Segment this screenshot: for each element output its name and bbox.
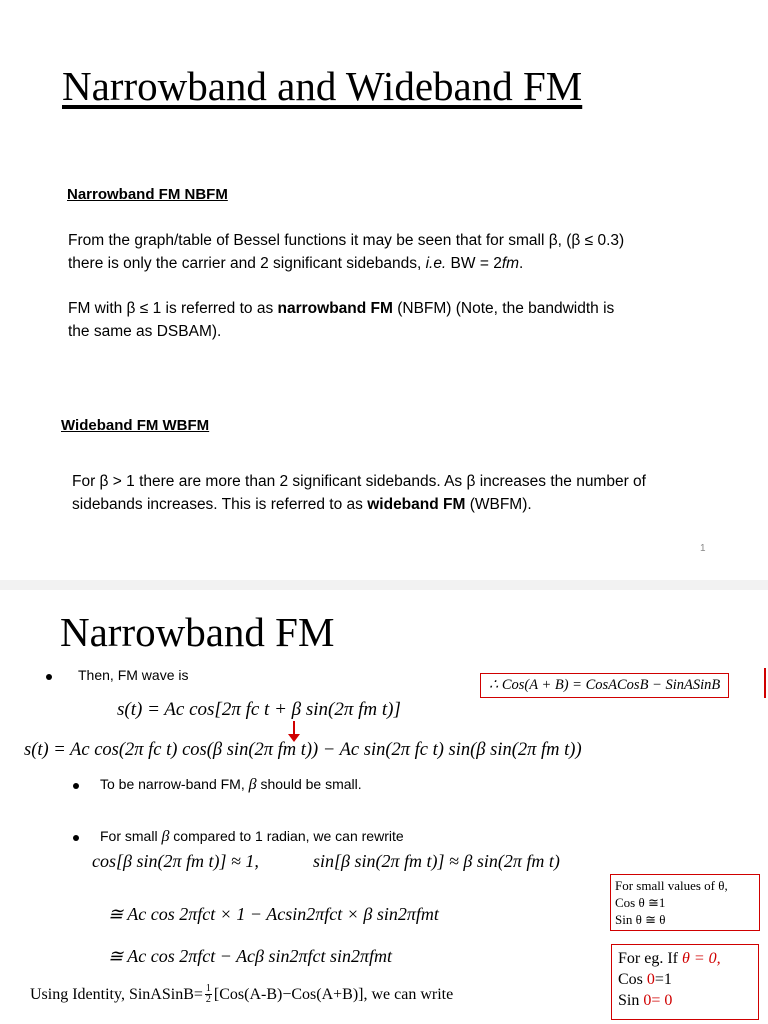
equation-1: s(t) = Ac cos[2π fc t + β sin(2π fm t)] — [117, 699, 401, 720]
nbfm-paragraph-2 — [68, 297, 614, 343]
equation-3: ≅ Ac cos 2πfct × 1 − Acsin2πfct × β sin2πfmt — [108, 904, 439, 924]
identity-box-edge — [764, 668, 766, 698]
equation-4: ≅ Ac cos 2πfct − Acβ sin2πfct sin2πfmt — [108, 946, 393, 966]
slide-divider — [0, 580, 768, 590]
wbfm-heading: Wideband FM WBFM — [61, 417, 210, 434]
slide-1-title: Narrowband and Wideband FM — [62, 63, 583, 109]
example-box-line-1: For eg. If θ = 0, — [618, 950, 721, 967]
nbfm-heading: Narrowband FM NBFM — [67, 186, 228, 203]
bullet-dot-icon — [46, 674, 52, 680]
bullet-dot-icon — [73, 835, 79, 841]
bullet-1: Then, FM wave is — [78, 667, 189, 683]
example-box — [611, 944, 759, 1020]
small-values-box — [610, 874, 760, 931]
small-box-line-3: Sin θ ≅ θ — [615, 912, 666, 927]
slide-2 — [0, 590, 768, 1024]
nbfm-p1-line-1: From the graph/table of Bessel functions it may be seen that for small β, (β ≤ 0.3) — [68, 232, 625, 249]
bullet-3: For small β compared to 1 radian, we can rewrite — [100, 828, 404, 845]
bullet-2: To be narrow-band FM, β should be small. — [100, 776, 362, 793]
small-box-line-2: Cos θ ≅1 — [615, 895, 666, 910]
wbfm-line-1: For β > 1 there are more than 2 significant sidebands. As β increases the number of — [72, 473, 646, 490]
wbfm-line-2: sidebands increases. This is referred to as wideband FM (WBFM). — [72, 496, 532, 513]
slide-2-title: Narrowband FM — [60, 609, 335, 655]
page-number: 1 — [700, 543, 706, 554]
bullet-dot-icon — [73, 783, 79, 789]
identity-line: Using Identity, SinASinB= $\frac{1}{2}$ [Cos(A-B)−Cos(A+B)], we can write — [30, 983, 454, 1005]
fraction-one-half: $\frac{1}{2}$ — [205, 983, 211, 1005]
small-box-line-1: For small values of θ, — [615, 878, 728, 893]
wbfm-paragraph — [72, 470, 646, 516]
equation-2: s(t) = Ac cos(2π fc t) cos(β sin(2π fm t)) − Ac sin(2π fc t) sin(β sin(2π fm t)) — [24, 740, 582, 760]
nbfm-p1-line-2: there is only the carrier and 2 significant sidebands, i.e. BW = 2fm. — [68, 255, 524, 272]
approx-sin: sin[β sin(2π fm t)] ≈ β sin(2π fm t) — [313, 851, 560, 871]
example-box-line-2: Cos 0=1 — [618, 971, 672, 988]
nbfm-p2-line-1: FM with β ≤ 1 is referred to as narrowband FM (NBFM) (Note, the bandwidth is — [68, 300, 615, 317]
identity-box: ∴ Cos(A + B) = CosACosB − SinASinB — [480, 673, 729, 698]
example-box-line-3: Sin 0= 0 — [618, 992, 673, 1009]
approx-cos: cos[β sin(2π fm t)] ≈ 1, — [92, 851, 259, 871]
nbfm-paragraph-1 — [68, 229, 624, 275]
nbfm-p2-line-2: the same as DSBAM). — [68, 323, 222, 340]
